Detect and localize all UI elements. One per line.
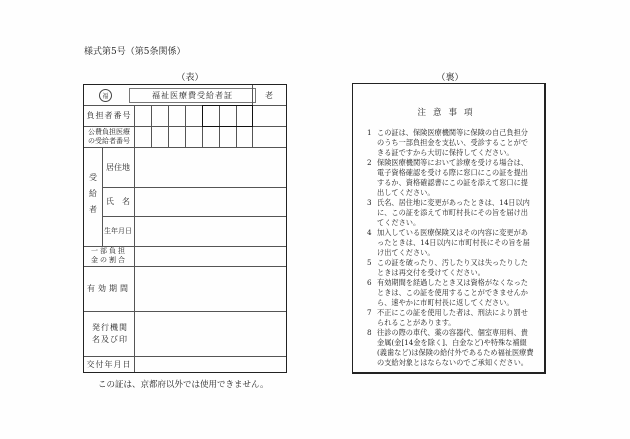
birthdate-label: 生年月日: [104, 226, 132, 235]
notice-text: 往診の際の車代、薬の容器代、個室専用料、貴金属(金[14金を除く]、白金など)や特殊な補綴(義歯など)は保険の給付外であるため福祉医療費の支給対象とはならないのでご承知ください。: [377, 328, 534, 367]
public-recipient-number-label: 公費負担医療の受給者番号: [88, 127, 130, 145]
back-side-label: （裏）: [436, 73, 464, 83]
front-side-label: （表）: [176, 73, 204, 83]
grid-line: [168, 105, 169, 147]
recipient-group-label: 受給者: [88, 172, 98, 221]
name-label: 氏 名: [106, 197, 130, 206]
notice-item: [367, 228, 534, 258]
notice-number: 5: [367, 258, 372, 267]
notice-item: [367, 278, 534, 308]
notice-text: 加入している医療保険又はその内容に変更があったときは、14日以内に市町村長にその旨を届け出てください。: [377, 228, 530, 257]
notice-text: 不正にこの証を使用した者は、刑法により罰せられることがあります。: [377, 308, 528, 327]
notice-item: [367, 258, 534, 278]
notice-number: 3: [367, 198, 372, 207]
usage-restriction-note: この証は、京都府以外では使用できません。: [98, 380, 269, 390]
notice-text: 氏名、居住地に変更があったときは、14日以内に、この証を添えて市町村長にその旨を届け出てください。: [377, 198, 530, 227]
seal-icon: 福: [99, 89, 112, 102]
notice-list: [367, 128, 534, 368]
notice-number: 7: [367, 308, 372, 317]
issuer-label: 発行機関名及び印: [92, 322, 128, 344]
form-number-label: 様式第5号（第5条関係）: [84, 47, 186, 57]
notice-number: 4: [367, 228, 372, 237]
grid-line: [185, 105, 186, 147]
divider: [134, 105, 135, 372]
notice-item: [367, 308, 534, 328]
notice-item: [367, 128, 534, 158]
address-label: 居住地: [106, 162, 130, 172]
copay-ratio-label: 一部負担金の割合: [91, 247, 127, 264]
notice-number: 1: [367, 128, 372, 137]
valid-period-label: 有効期間: [87, 284, 131, 293]
notice-number: 8: [367, 328, 372, 337]
grid-line: [151, 105, 152, 147]
notice-item: [367, 198, 534, 228]
notice-item: [367, 328, 534, 368]
notice-text: この証は、保険医療機関等に保険の自己負担分のうち一部負担金を支払い、受診することができる証ですから大切に保持してください。: [377, 128, 528, 157]
payer-number-label: 負担者番号: [86, 111, 132, 120]
payer-number-check-box: [202, 105, 253, 127]
category-label: 老: [265, 90, 273, 100]
notice-text: この証を破ったり、汚したり又は失ったりしたときは再交付を受けてください。: [377, 258, 528, 277]
front-card: [83, 84, 287, 373]
notice-number: 6: [367, 278, 372, 287]
card-title: 福祉医療費受給者証: [129, 88, 256, 103]
notice-text: 有効期間を経過したとき又は資格がなくなったときは、この証を使用することができませんから、速やかに市町村長に返してください。: [377, 278, 528, 307]
issue-date-label: 交付年月日: [86, 359, 132, 369]
notice-number: 2: [367, 158, 372, 167]
back-card: [352, 83, 546, 374]
notice-item: [367, 158, 534, 198]
notice-text: 保険医療機関等において診療を受ける場合は、電子資格確認を受ける際に窓口にこの証を提出するか、資格確認書にこの証を添えて窓口に提出してください。: [377, 158, 528, 197]
notice-title: 注意事項: [417, 108, 480, 118]
